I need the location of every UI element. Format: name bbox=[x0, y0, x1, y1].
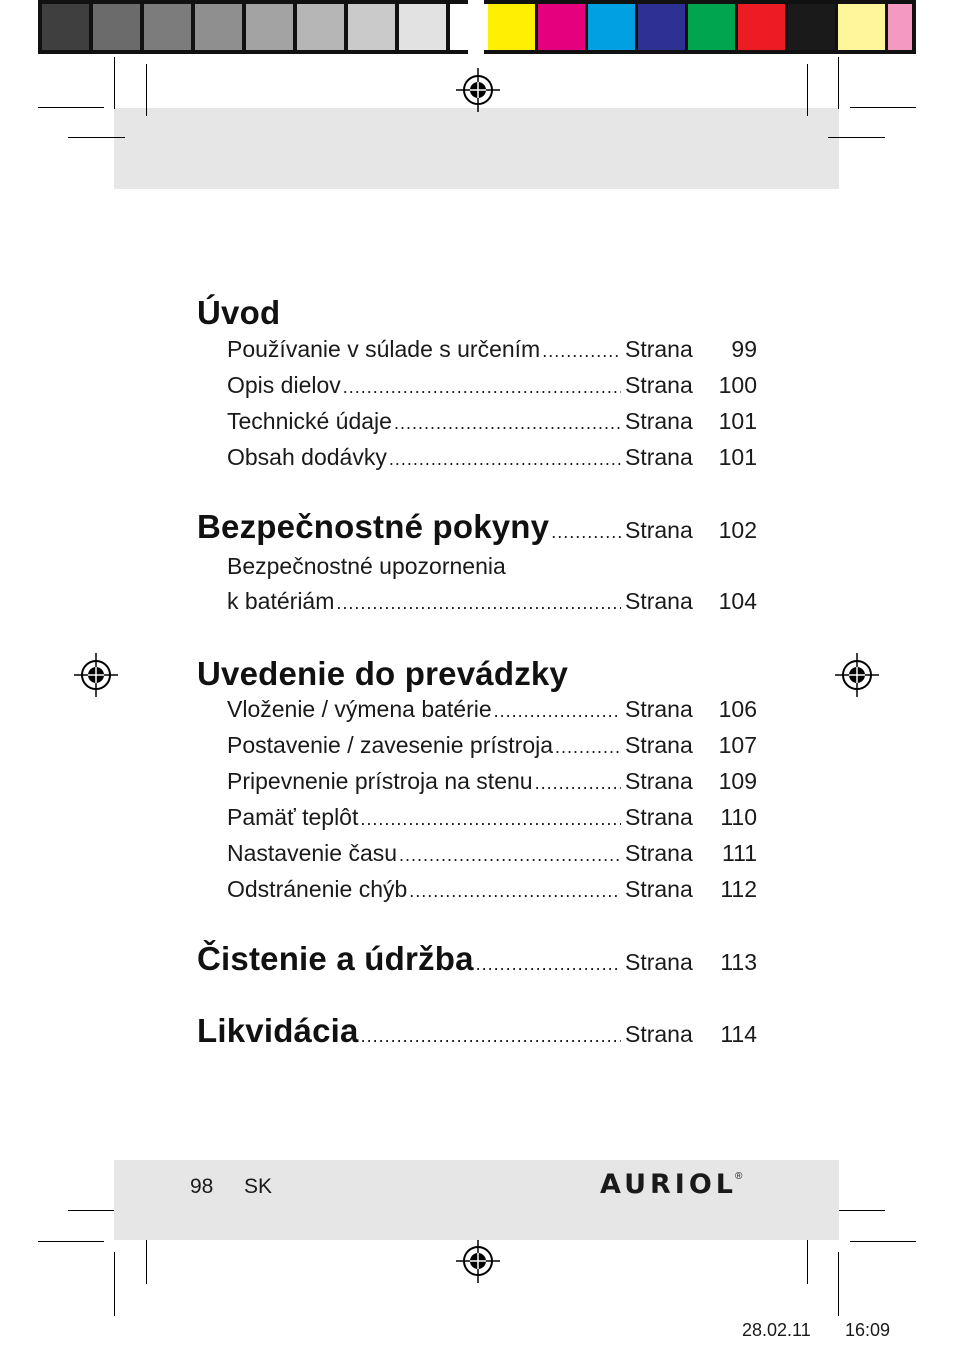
leader-dots bbox=[409, 881, 621, 902]
grey-swatch bbox=[399, 4, 446, 50]
header-band bbox=[114, 108, 839, 189]
toc-entry-strana: Strana bbox=[625, 336, 693, 362]
toc-entry-strana: Strana bbox=[625, 444, 693, 470]
print-time: 16:09 bbox=[845, 1320, 891, 1340]
leader-dots bbox=[343, 377, 621, 398]
leader-dots bbox=[336, 593, 621, 614]
toc-entry[interactable] bbox=[227, 444, 757, 478]
registration-mark-icon bbox=[456, 1239, 500, 1283]
toc-entry[interactable] bbox=[227, 876, 757, 910]
toc-entry[interactable] bbox=[227, 732, 757, 766]
toc-entry[interactable] bbox=[227, 768, 757, 802]
toc-entry-title-line1: Bezpečnostné upozornenia bbox=[227, 553, 506, 579]
toc-entry-title: Používanie v súlade s určením bbox=[227, 336, 541, 362]
registration-mark-icon bbox=[74, 653, 118, 697]
toc-entry-title: Technické údaje bbox=[227, 408, 392, 434]
leader-dots bbox=[399, 845, 621, 866]
toc-entry-strana: Strana bbox=[625, 768, 693, 794]
section-heading: Uvedenie do prevádzky bbox=[197, 655, 569, 692]
registration-mark-icon bbox=[456, 68, 500, 112]
language-code: SK bbox=[244, 1175, 273, 1198]
crop-mark bbox=[838, 57, 839, 109]
grey-swatch bbox=[195, 4, 242, 50]
section-heading: Bezpečnostné pokyny bbox=[197, 508, 550, 545]
leader-dots bbox=[476, 954, 621, 975]
grey-swatch bbox=[348, 4, 395, 50]
print-date: 28.02.11 bbox=[742, 1320, 811, 1340]
color-swatch bbox=[888, 4, 912, 50]
color-swatch bbox=[688, 4, 735, 50]
crop-mark bbox=[807, 64, 808, 116]
brand-logo bbox=[600, 1169, 742, 1205]
toc-entry-title: Pamäť teplôt bbox=[227, 804, 359, 830]
brand-name: AURIOL bbox=[600, 1169, 737, 1200]
crop-mark bbox=[114, 1252, 115, 1316]
crop-mark bbox=[828, 137, 885, 138]
grey-swatch bbox=[42, 4, 89, 50]
toc-entry-title: Nastavenie času bbox=[227, 840, 398, 866]
toc-entry-strana: Strana bbox=[625, 1021, 693, 1047]
leader-dots bbox=[542, 341, 621, 362]
toc-entry-page: 109 bbox=[718, 768, 757, 794]
toc-entry-title: Odstránenie chýb bbox=[227, 876, 408, 902]
toc-entry-page: 102 bbox=[718, 517, 757, 543]
toc-entry[interactable] bbox=[227, 408, 757, 442]
crop-mark bbox=[68, 137, 125, 138]
crop-mark bbox=[838, 1252, 839, 1316]
toc-entry-title: k batériám bbox=[227, 588, 335, 614]
toc-entry-page: 113 bbox=[720, 949, 757, 975]
toc-entry-page: 111 bbox=[722, 840, 757, 866]
toc-entry-page: 100 bbox=[718, 372, 757, 398]
toc-entry-title: Pripevnenie prístroja na stenu bbox=[227, 768, 533, 794]
toc-entry-strana: Strana bbox=[625, 517, 693, 543]
toc-entry-strana: Strana bbox=[625, 949, 693, 975]
toc-entry[interactable] bbox=[227, 588, 757, 622]
color-swatch bbox=[838, 4, 885, 50]
leader-dots bbox=[555, 737, 621, 758]
toc-entry[interactable] bbox=[227, 804, 757, 838]
toc-entry[interactable] bbox=[227, 336, 757, 370]
toc-entry-title: Opis dielov bbox=[227, 372, 341, 398]
toc-section-entry[interactable] bbox=[197, 940, 757, 984]
crop-mark bbox=[850, 107, 916, 108]
leader-dots bbox=[551, 522, 621, 543]
color-swatch bbox=[788, 4, 835, 50]
leader-dots bbox=[535, 773, 621, 794]
crop-mark bbox=[38, 1241, 104, 1242]
leader-dots bbox=[360, 809, 621, 830]
toc-entry[interactable] bbox=[227, 372, 757, 406]
grey-swatch bbox=[297, 4, 344, 50]
color-swatch bbox=[488, 4, 535, 50]
grey-swatch bbox=[144, 4, 191, 50]
toc-entry-page: 106 bbox=[718, 696, 757, 722]
registered-mark: ® bbox=[734, 1171, 743, 1182]
leader-dots bbox=[389, 449, 621, 470]
toc-entry-strana: Strana bbox=[625, 696, 693, 722]
color-swatch bbox=[638, 4, 685, 50]
toc-entry-strana: Strana bbox=[625, 840, 693, 866]
section-heading: Čistenie a údržba bbox=[197, 940, 474, 977]
section-heading: Úvod bbox=[197, 294, 281, 331]
grey-swatch bbox=[246, 4, 293, 50]
toc-entry-strana: Strana bbox=[625, 588, 693, 614]
toc-entry-page: 101 bbox=[718, 408, 757, 434]
toc-entry-page: 114 bbox=[720, 1021, 757, 1047]
toc-entry-strana: Strana bbox=[625, 732, 693, 758]
toc-entry-page: 101 bbox=[718, 444, 757, 470]
toc-entry-page: 99 bbox=[731, 336, 757, 362]
color-swatch bbox=[538, 4, 585, 50]
toc-entry-strana: Strana bbox=[625, 372, 693, 398]
grey-swatch bbox=[93, 4, 140, 50]
color-swatch bbox=[738, 4, 785, 50]
toc-entry-page: 104 bbox=[718, 588, 757, 614]
section-heading: Likvidácia bbox=[197, 1012, 359, 1049]
crop-mark bbox=[38, 107, 104, 108]
crop-mark bbox=[146, 64, 147, 116]
leader-dots bbox=[394, 413, 621, 434]
toc-entry-strana: Strana bbox=[625, 408, 693, 434]
leader-dots bbox=[361, 1026, 621, 1047]
color-swatch bbox=[588, 4, 635, 50]
toc-entry-strana: Strana bbox=[625, 876, 693, 902]
page-number: 98 bbox=[190, 1175, 214, 1198]
crop-mark bbox=[850, 1241, 916, 1242]
toc-entry-page: 110 bbox=[720, 804, 757, 830]
toc-entry-title: Postavenie / zavesenie prístroja bbox=[227, 732, 554, 758]
toc-entry-title: Vloženie / výmena batérie bbox=[227, 696, 492, 722]
toc-entry[interactable] bbox=[227, 696, 757, 730]
leader-dots bbox=[494, 701, 621, 722]
toc-entry-page: 107 bbox=[718, 732, 757, 758]
toc-section-entry[interactable] bbox=[197, 1012, 757, 1056]
toc-entry[interactable] bbox=[227, 840, 757, 874]
toc-entry-title: Obsah dodávky bbox=[227, 444, 387, 470]
crop-mark bbox=[114, 57, 115, 109]
toc-entry-page: 112 bbox=[720, 876, 757, 902]
toc-section-entry[interactable] bbox=[197, 508, 757, 552]
toc-entry-strana: Strana bbox=[625, 804, 693, 830]
registration-mark-icon bbox=[835, 653, 879, 697]
